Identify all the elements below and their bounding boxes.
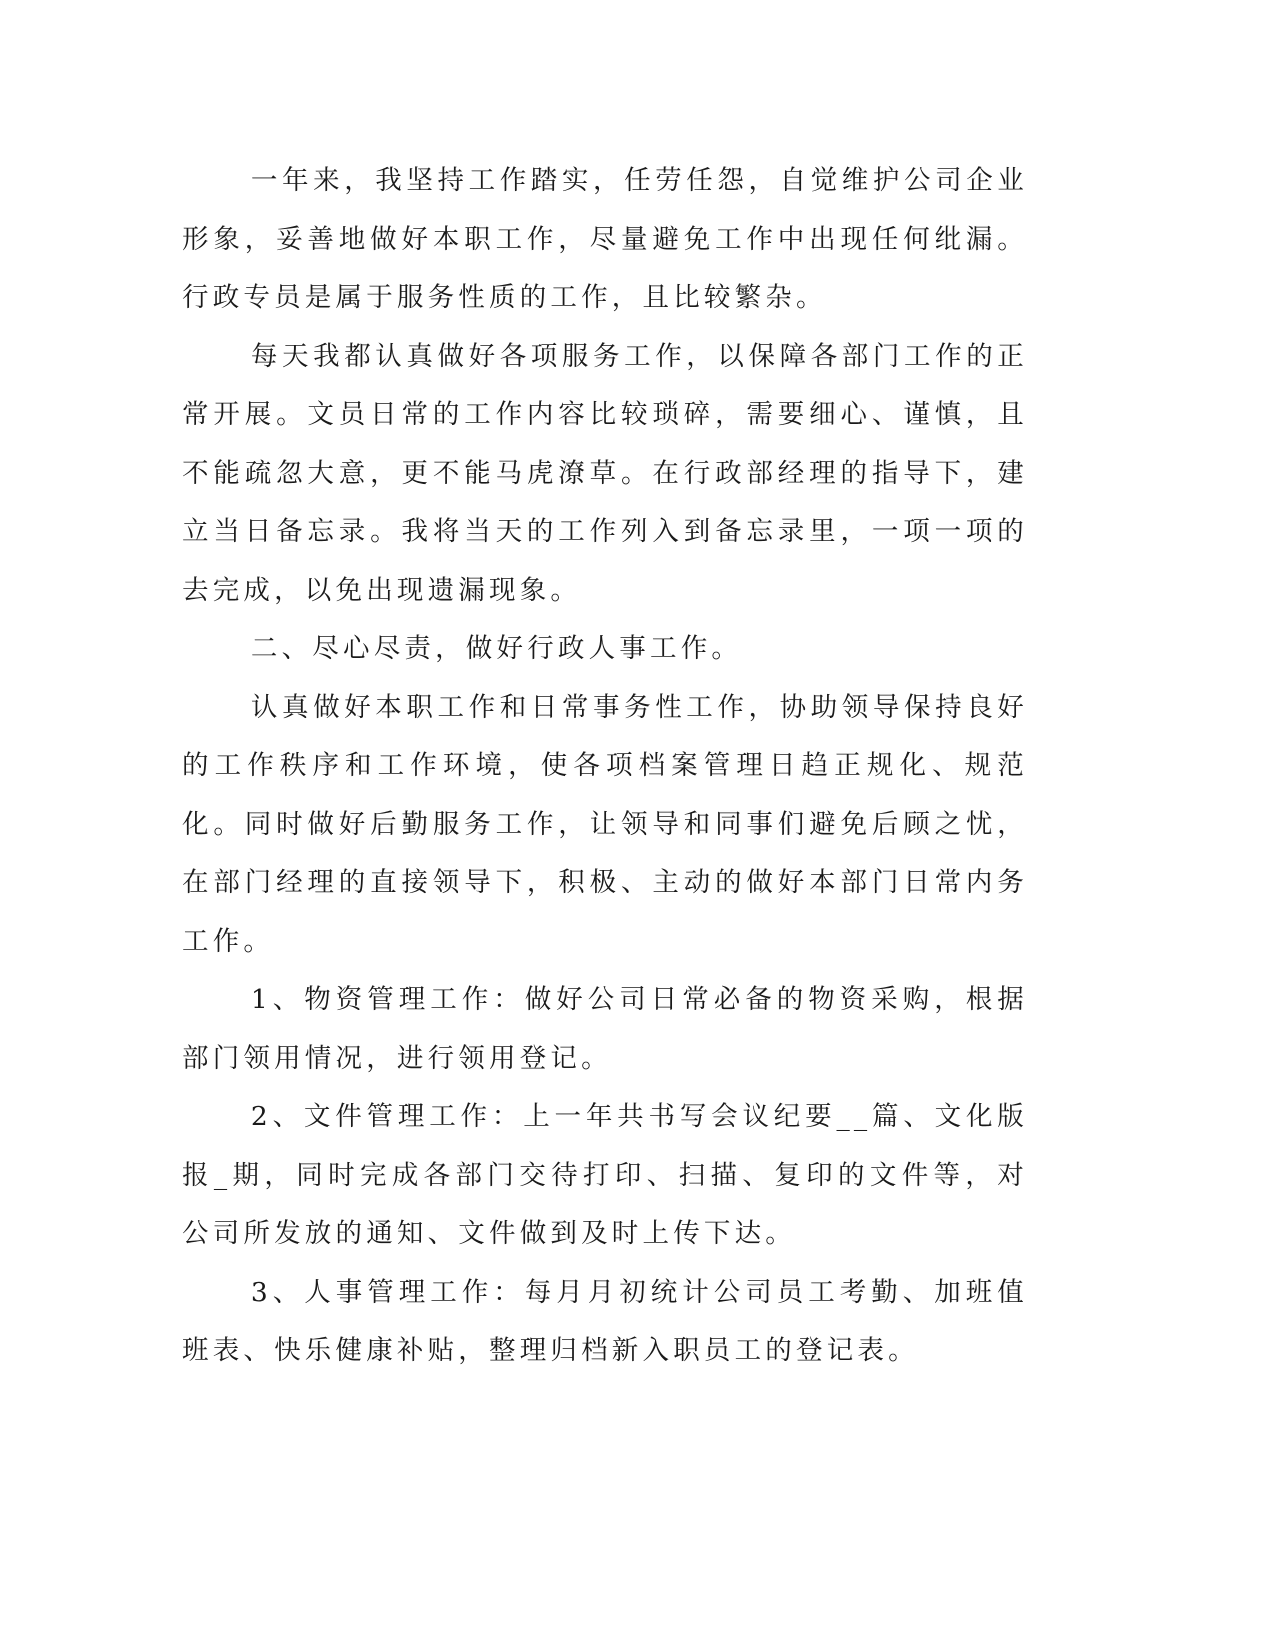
list-item-personnel: 3、人事管理工作：每月月初统计公司员工考勤、加班值班表、快乐健康补贴，整理归档新入职员工的登记表。 bbox=[182, 1276, 1028, 1366]
paragraph-intro: 一年来，我坚持工作踏实，任劳任怨，自觉维护公司企业形象，妥善地做好本职工作，尽量避免工作中出现任何纰漏。行政专员是属于服务性质的工作，且比较繁杂。 bbox=[182, 165, 1028, 313]
paragraph-duties: 认真做好本职工作和日常事务性工作，协助领导保持良好的工作秩序和工作环境，使各项档案管理日趋正规化、规范化。同时做好后勤服务工作，让领导和同事们避免后顾之忧，在部门经理的直接领导下，积极、主动的做好本部门日常内务工作。 bbox=[182, 691, 1028, 957]
list-item-materials: 1、物资管理工作：做好公司日常必备的物资采购，根据部门领用情况，进行领用登记。 bbox=[182, 984, 1028, 1074]
section-heading: 二、尽心尽责，做好行政人事工作。 bbox=[250, 633, 743, 664]
list-item-documents: 2、文件管理工作：上一年共书写会议纪要__篇、文化版报_期，同时完成各部门交待打印、扫描、复印的文件等，对公司所发放的通知、文件做到及时上传下达。 bbox=[182, 1101, 1028, 1249]
document-page bbox=[182, 152, 1028, 1381]
paragraph-daily-service: 每天我都认真做好各项服务工作，以保障各部门工作的正常开展。文员日常的工作内容比较琐碎，需要细心、谨慎，且不能疏忽大意，更不能马虎潦草。在行政部经理的指导下，建立当日备忘录。我将当天的工作列入到备忘录里，一项一项的去完成，以免出现遗漏现象。 bbox=[182, 340, 1028, 606]
